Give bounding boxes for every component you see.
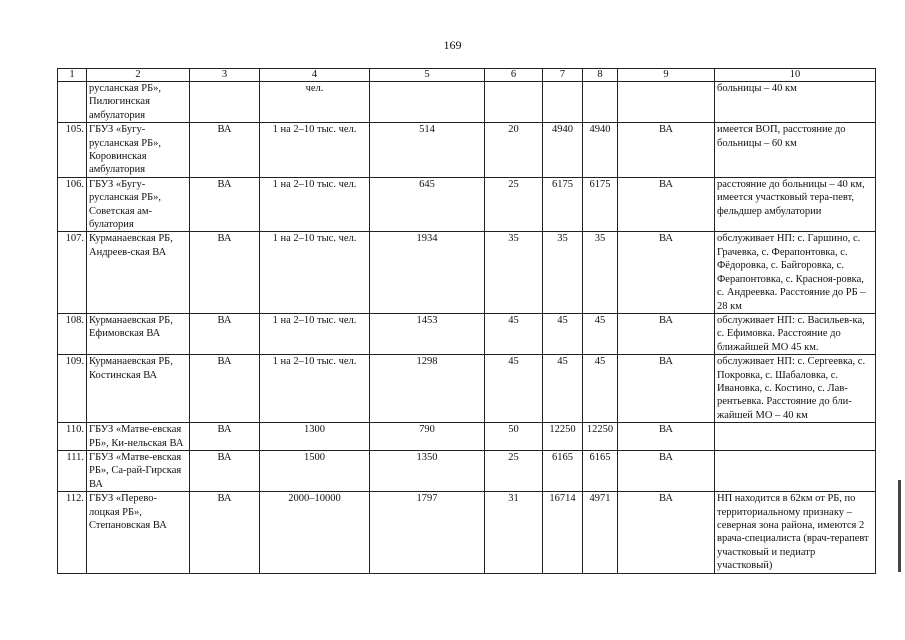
type-cell: ВА <box>190 177 260 232</box>
value-cell-6: 45 <box>485 355 543 423</box>
value-cell-6: 25 <box>485 177 543 232</box>
norm-cell: 1300 <box>260 423 370 451</box>
type-result-cell: ВА <box>618 232 715 313</box>
note-cell: имеется ВОП, расстояние до больницы – 60 км <box>715 123 876 178</box>
header-cell: 5 <box>370 69 485 82</box>
value-cell-7: 16714 <box>543 492 583 573</box>
institution-cell: Курманаевская РБ, Костинская ВА <box>87 355 190 423</box>
header-cell: 9 <box>618 69 715 82</box>
note-cell <box>715 450 876 491</box>
norm-cell: 1 на 2–10 тыс. чел. <box>260 123 370 178</box>
header-cell: 6 <box>485 69 543 82</box>
type-cell: ВА <box>190 423 260 451</box>
table-row <box>58 123 876 178</box>
type-result-cell: ВА <box>618 177 715 232</box>
value-cell-8: 4971 <box>583 492 618 573</box>
value-cell-7: 45 <box>543 313 583 354</box>
value-cell-8: 35 <box>583 232 618 313</box>
header-cell: 1 <box>58 69 87 82</box>
type-cell: ВА <box>190 492 260 573</box>
page-number: 169 <box>443 38 462 52</box>
value-cell-6: 31 <box>485 492 543 573</box>
type-result-cell: ВА <box>618 423 715 451</box>
scan-edge-mark <box>898 480 901 572</box>
value-cell-5: 514 <box>370 123 485 178</box>
row-number-cell: 110. <box>58 423 87 451</box>
value-cell-8: 6175 <box>583 177 618 232</box>
institution-cell: ГБУЗ «Перево-лоцкая РБ», Степановская ВА <box>87 492 190 573</box>
institution-cell: Курманаевская РБ, Андреев-ская ВА <box>87 232 190 313</box>
value-cell-6: 35 <box>485 232 543 313</box>
header-row <box>58 69 876 82</box>
table-row <box>58 450 876 491</box>
type-cell: ВА <box>190 232 260 313</box>
note-cell: больницы – 40 км <box>715 82 876 123</box>
institution-cell: ГБУЗ «Матве-евская РБ», Ки-нельская ВА <box>87 423 190 451</box>
note-cell: обслуживает НП: с. Сергеевка, с. Покровка, с. Шабаловка, с. Ивановка, с. Костино, с. Лав-рентьевка. Расстояние до бли-жайшей МО – 40 км <box>715 355 876 423</box>
row-number-cell: 112. <box>58 492 87 573</box>
value-cell-8: 45 <box>583 355 618 423</box>
header-cell: 4 <box>260 69 370 82</box>
value-cell-5: 790 <box>370 423 485 451</box>
note-cell <box>715 423 876 451</box>
row-number-cell <box>58 82 87 123</box>
value-cell-5: 645 <box>370 177 485 232</box>
table-row <box>58 82 876 123</box>
type-result-cell: ВА <box>618 450 715 491</box>
value-cell-5: 1350 <box>370 450 485 491</box>
value-cell-7: 6165 <box>543 450 583 491</box>
row-number-cell: 109. <box>58 355 87 423</box>
table-row <box>58 355 876 423</box>
value-cell-8: 6165 <box>583 450 618 491</box>
type-cell: ВА <box>190 450 260 491</box>
value-cell-6 <box>485 82 543 123</box>
row-number-cell: 106. <box>58 177 87 232</box>
norm-cell: 1500 <box>260 450 370 491</box>
type-result-cell: ВА <box>618 355 715 423</box>
note-cell: обслуживает НП: с. Васильев-ка, с. Ефимовка. Расстояние до ближайшей МО 45 км. <box>715 313 876 354</box>
row-number-cell: 108. <box>58 313 87 354</box>
norm-cell: чел. <box>260 82 370 123</box>
institution-cell: ГБУЗ «Бугу-русланская РБ», Советская ам-булатория <box>87 177 190 232</box>
note-cell: расстояние до больницы – 40 км, имеется участковый тера-певт, фельдшер амбулатории <box>715 177 876 232</box>
institution-cell: ГБУЗ «Матве-евская РБ», Са-рай-Гирская ВА <box>87 450 190 491</box>
value-cell-7: 4940 <box>543 123 583 178</box>
header-cell: 8 <box>583 69 618 82</box>
institution-cell: русланская РБ», Пилюгинская амбулатория <box>87 82 190 123</box>
value-cell-7: 45 <box>543 355 583 423</box>
note-cell: обслуживает НП: с. Гаршино, с. Грачевка, с. Ферапонтовка, с. Фёдоровка, с. Байгоровка, с. Ферапонтовка, с. Красноя-ровка, с. Андреевка. Расстояние до РБ – 28 км <box>715 232 876 313</box>
type-result-cell: ВА <box>618 492 715 573</box>
value-cell-5: 1298 <box>370 355 485 423</box>
type-cell: ВА <box>190 123 260 178</box>
norm-cell: 1 на 2–10 тыс. чел. <box>260 313 370 354</box>
value-cell-6: 25 <box>485 450 543 491</box>
value-cell-8 <box>583 82 618 123</box>
table-body <box>58 82 876 574</box>
header-cell: 10 <box>715 69 876 82</box>
value-cell-5: 1453 <box>370 313 485 354</box>
table-row <box>58 423 876 451</box>
header-cell: 3 <box>190 69 260 82</box>
value-cell-6: 20 <box>485 123 543 178</box>
institution-cell: Курманаевская РБ, Ефимовская ВА <box>87 313 190 354</box>
value-cell-7: 12250 <box>543 423 583 451</box>
norm-cell: 1 на 2–10 тыс. чел. <box>260 232 370 313</box>
row-number-cell: 107. <box>58 232 87 313</box>
table-row <box>58 492 876 573</box>
note-cell: НП находится в 62км от РБ, по территориальному признаку – северная зона района, имеются 2 врача-специалиста (врач-терапевт участковый и педиатр участковый) <box>715 492 876 573</box>
value-cell-6: 50 <box>485 423 543 451</box>
table-row <box>58 177 876 232</box>
value-cell-5: 1934 <box>370 232 485 313</box>
table-row <box>58 313 876 354</box>
type-result-cell: ВА <box>618 123 715 178</box>
type-result-cell <box>618 82 715 123</box>
header-cell: 7 <box>543 69 583 82</box>
header-cell: 2 <box>87 69 190 82</box>
type-result-cell: ВА <box>618 313 715 354</box>
value-cell-5 <box>370 82 485 123</box>
value-cell-7: 35 <box>543 232 583 313</box>
data-table <box>57 68 876 574</box>
value-cell-6: 45 <box>485 313 543 354</box>
value-cell-8: 12250 <box>583 423 618 451</box>
institution-cell: ГБУЗ «Бугу-русланская РБ», Коровинская амбулатория <box>87 123 190 178</box>
norm-cell: 1 на 2–10 тыс. чел. <box>260 177 370 232</box>
type-cell: ВА <box>190 313 260 354</box>
table-row <box>58 232 876 313</box>
value-cell-8: 45 <box>583 313 618 354</box>
row-number-cell: 105. <box>58 123 87 178</box>
row-number-cell: 111. <box>58 450 87 491</box>
value-cell-7: 6175 <box>543 177 583 232</box>
norm-cell: 2000–10000 <box>260 492 370 573</box>
type-cell: ВА <box>190 355 260 423</box>
type-cell <box>190 82 260 123</box>
value-cell-7 <box>543 82 583 123</box>
value-cell-8: 4940 <box>583 123 618 178</box>
value-cell-5: 1797 <box>370 492 485 573</box>
norm-cell: 1 на 2–10 тыс. чел. <box>260 355 370 423</box>
